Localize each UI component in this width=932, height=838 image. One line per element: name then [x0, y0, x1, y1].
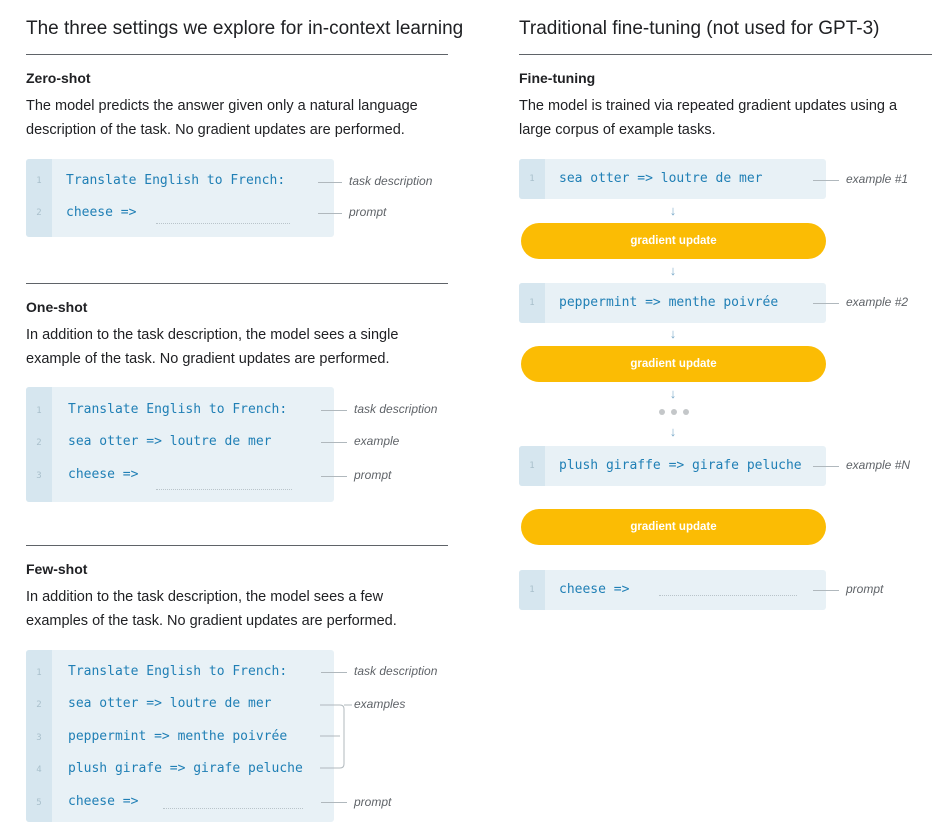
- annotation-arrow: [318, 182, 342, 183]
- one-shot-code-block: [26, 387, 334, 502]
- gradient-update-pill: gradient update: [521, 509, 826, 545]
- annotation-arrow: [813, 590, 839, 591]
- code-line-example: peppermint => menthe poivrée: [559, 295, 779, 310]
- prompt-annotation: prompt: [354, 795, 392, 809]
- fine-tuning-example-block: [519, 446, 826, 486]
- line-number: 3: [36, 733, 42, 743]
- prompt-blank: [163, 808, 303, 809]
- right-title-divider: [519, 54, 932, 55]
- example-1-annotation: example #1: [846, 172, 909, 186]
- down-arrow-icon: ↓: [669, 424, 677, 439]
- annotation-arrow: [321, 410, 347, 411]
- code-line-example: sea otter => loutre de mer: [68, 696, 272, 711]
- few-shot-code-block: [26, 650, 334, 822]
- annotation-arrow: [813, 180, 839, 181]
- examples-bracket: [318, 698, 354, 774]
- code-line-prompt: cheese =>: [68, 467, 139, 482]
- example-annotation: example: [354, 434, 400, 448]
- line-number: 2: [36, 208, 42, 218]
- zero-shot-description: The model predicts the answer given only a natural language description of the task. No gradient updates are performed.: [26, 98, 418, 138]
- down-arrow-icon: ↓: [669, 263, 677, 278]
- task-description-annotation: task description: [354, 664, 438, 678]
- code-line-example: sea otter => loutre de mer: [68, 434, 272, 449]
- code-line-task: Translate English to French:: [68, 402, 288, 417]
- code-line-prompt: cheese =>: [559, 582, 630, 597]
- few-shot-description: In addition to the task description, the model sees a few examples of the task. No gradient updates are performed.: [26, 589, 397, 629]
- line-number: 1: [529, 461, 535, 471]
- example-2-annotation: example #2: [846, 295, 909, 309]
- code-line-task: Translate English to French:: [66, 173, 286, 188]
- annotation-arrow: [321, 672, 347, 673]
- code-line-example: sea otter => loutre de mer: [559, 171, 763, 186]
- annotation-arrow: [321, 442, 347, 443]
- line-number: 3: [36, 471, 42, 481]
- line-number: 1: [529, 298, 535, 308]
- code-line-example: plush girafe => girafe peluche: [68, 761, 303, 776]
- task-description-annotation: task description: [349, 174, 433, 188]
- one-shot-heading: One-shot: [26, 299, 88, 315]
- down-arrow-icon: ↓: [669, 386, 677, 401]
- line-number: 1: [36, 668, 42, 678]
- line-number: 4: [36, 765, 42, 775]
- code-line-prompt: cheese =>: [66, 205, 137, 220]
- task-description-annotation: task description: [354, 402, 438, 416]
- fine-tuning-heading: Fine-tuning: [519, 70, 596, 86]
- code-line-example: peppermint => menthe poivrée: [68, 729, 288, 744]
- ellipsis-dot: [683, 409, 689, 415]
- fine-tuning-example-block: [519, 283, 826, 323]
- fine-tuning-prompt-block: [519, 570, 826, 610]
- annotation-arrow: [813, 303, 839, 304]
- line-number: 2: [36, 700, 42, 710]
- prompt-blank: [659, 595, 797, 596]
- annotation-arrow: [813, 466, 839, 467]
- one-shot-description: In addition to the task description, the model sees a single example of the task. No gradient updates are performed.: [26, 327, 399, 367]
- line-number: 2: [36, 438, 42, 448]
- prompt-blank: [156, 489, 292, 490]
- line-number: 1: [529, 174, 535, 184]
- code-line-task: Translate English to French:: [68, 664, 288, 679]
- ellipsis-dot: [659, 409, 665, 415]
- zero-shot-heading: Zero-shot: [26, 70, 91, 86]
- left-title-divider: [26, 54, 448, 55]
- section-divider: [26, 283, 448, 284]
- annotation-arrow: [321, 802, 347, 803]
- down-arrow-icon: ↓: [669, 203, 677, 218]
- annotation-arrow: [321, 476, 347, 477]
- prompt-blank: [156, 223, 290, 224]
- left-column-title: The three settings we explore for in-context learning: [26, 18, 464, 39]
- section-divider: [26, 545, 448, 546]
- gradient-update-pill: gradient update: [521, 223, 826, 259]
- line-number: 1: [36, 406, 42, 416]
- gradient-update-pill: gradient update: [521, 346, 826, 382]
- prompt-annotation: prompt: [846, 582, 884, 596]
- line-number: 1: [36, 176, 42, 186]
- line-number: 1: [529, 585, 535, 595]
- zero-shot-code-block: [26, 159, 334, 237]
- annotation-arrow: [318, 213, 342, 214]
- line-number: 5: [36, 798, 42, 808]
- fine-tuning-example-block: [519, 159, 826, 199]
- code-line-example: plush giraffe => girafe peluche: [559, 458, 802, 473]
- few-shot-heading: Few-shot: [26, 561, 88, 577]
- ellipsis-dot: [671, 409, 677, 415]
- prompt-annotation: prompt: [349, 205, 387, 219]
- right-column-title: Traditional fine-tuning (not used for GPT-3): [519, 18, 880, 39]
- prompt-annotation: prompt: [354, 468, 392, 482]
- code-line-prompt: cheese =>: [68, 794, 139, 809]
- down-arrow-icon: ↓: [669, 326, 677, 341]
- fine-tuning-description: The model is trained via repeated gradient updates using a large corpus of example tasks.: [519, 98, 898, 138]
- examples-annotation: examples: [354, 697, 406, 711]
- example-n-annotation: example #N: [846, 458, 911, 472]
- line-number-gutter: [26, 159, 52, 237]
